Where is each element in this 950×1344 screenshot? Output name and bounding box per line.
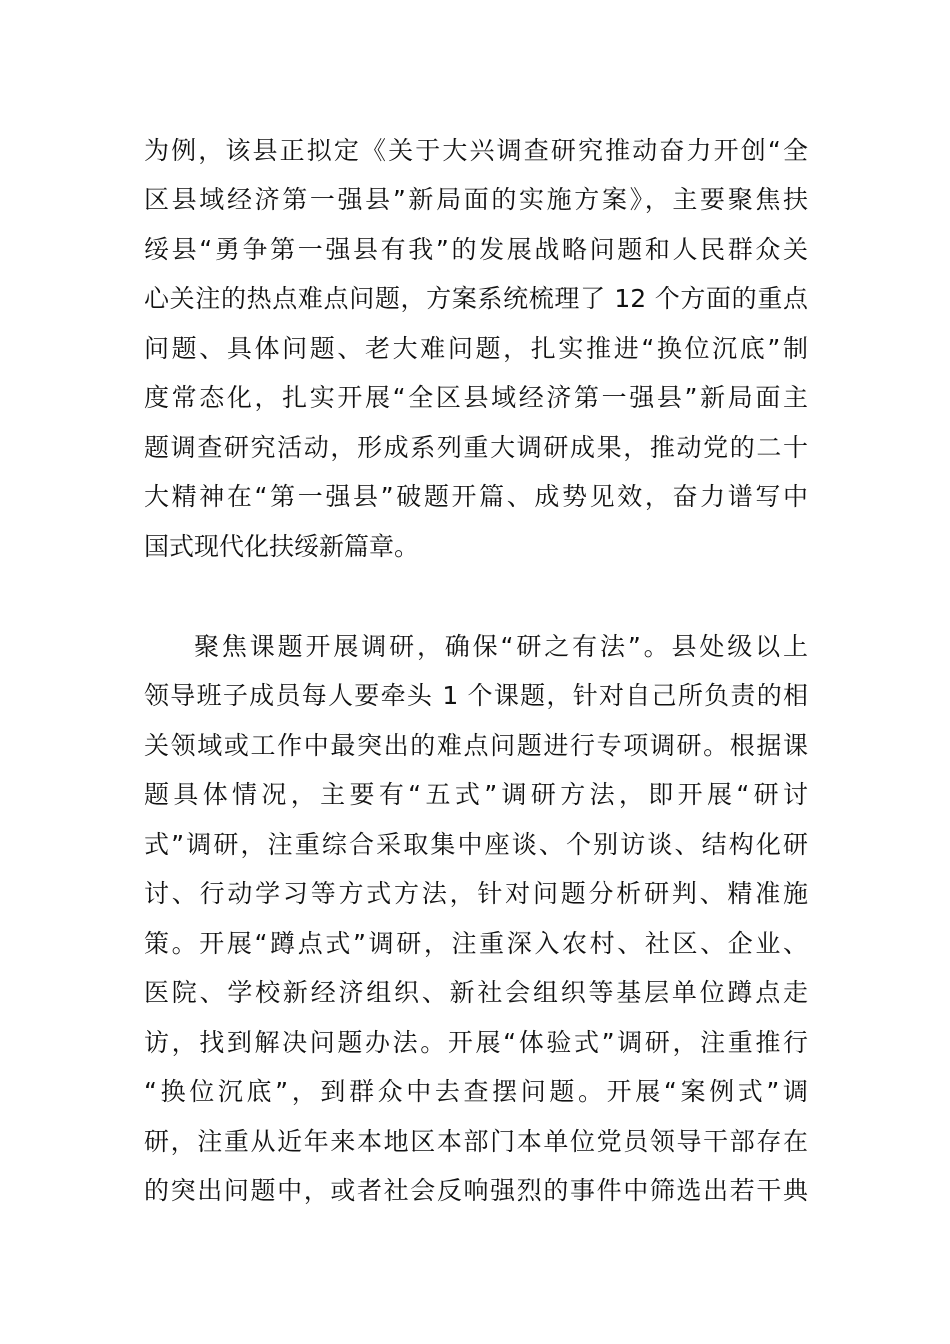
paragraph-line: 医院、学校新经济组织、新社会组织等基层单位蹲点走	[144, 978, 808, 1007]
paragraph-line: 区县域经济第一强县”新局面的实施方案》，主要聚焦扶	[144, 185, 808, 214]
paragraph-line: 式”调研，注重综合采取集中座谈、个别访谈、结构化研	[144, 830, 808, 859]
paragraph-line: 研，注重从近年来本地区本部门本单位党员领导干部存在	[144, 1127, 808, 1156]
paragraph-line: 访，找到解决问题办法。开展“体验式”调研，注重推行	[144, 1028, 808, 1057]
paragraph-line: 策。开展“蹲点式”调研，注重深入农村、社区、企业、	[144, 929, 808, 958]
paragraph-line: 国式现代化扶绥新篇章。	[144, 532, 420, 561]
paragraph-line: 讨、行动学习等方式方法，针对问题分析研判、精准施	[144, 879, 808, 908]
paragraph-line: 的突出问题中，或者社会反响强烈的事件中筛选出若干典	[144, 1176, 808, 1205]
paragraph-line: “换位沉底”，到群众中去查摆问题。开展“案例式”调	[144, 1077, 808, 1106]
paragraph-line: 题调查研究活动，形成系列重大调研成果，推动党的二十	[144, 433, 808, 462]
paragraph-line: 绥县“勇争第一强县有我”的发展战略问题和人民群众关	[144, 235, 808, 264]
paragraph-line: 为例，该县正拟定《关于大兴调查研究推动奋力开创“全	[144, 136, 808, 165]
paragraph-line: 领导班子成员每人要牵头 1 个课题，针对自己所负责的相	[144, 681, 808, 710]
paragraph-line: 题具体情况，主要有“五式”调研方法，即开展“研讨	[144, 780, 808, 809]
paragraph-line: 问题、具体问题、老大难问题，扎实推进“换位沉底”制	[144, 334, 808, 363]
paragraph-line: 聚焦课题开展调研，确保“研之有法”。县处级以上	[194, 632, 808, 661]
paragraph-line: 大精神在“第一强县”破题开篇、成势见效，奋力谱写中	[144, 482, 808, 511]
paragraph-line: 心关注的热点难点问题，方案系统梳理了 12 个方面的重点	[144, 284, 808, 313]
paragraph-line: 度常态化，扎实开展“全区县域经济第一强县”新局面主	[144, 383, 808, 412]
paragraph-line: 关领域或工作中最突出的难点问题进行专项调研。根据课	[144, 731, 808, 760]
